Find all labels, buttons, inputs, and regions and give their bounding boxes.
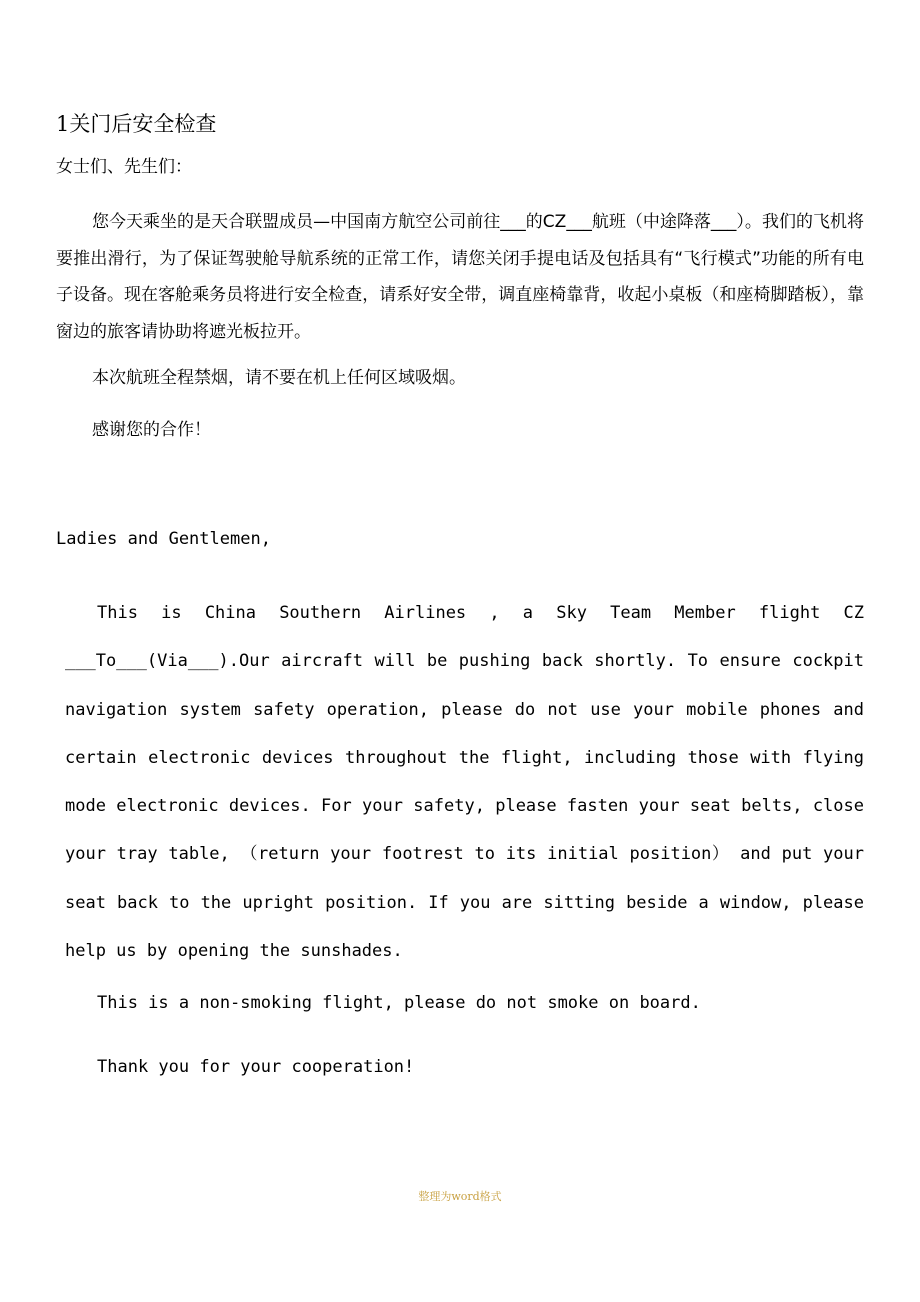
chinese-announcement-paragraph: 您今天乘坐的是天合联盟成员—中国南方航空公司前往___的CZ___航班（中途降落___）。我们的飞机将要推出滑行，为了保证驾驶舱导航系统的正常工作，请您关闭手提电话及包括具有“飞行模式”功能的所有电子设备。现在客舱乘务员将进行安全检查，请系好安全带，调直座椅靠背，收起小桌板（和座椅脚踏板），靠窗边的旅客请协助将遮光板拉开。: [56, 212, 864, 342]
chinese-greeting: 女士们、先生们：: [56, 157, 192, 177]
page-footer: 整理为word格式: [418, 1190, 502, 1203]
chinese-thanks: 感谢您的合作！: [92, 420, 211, 440]
chinese-no-smoking-notice: 本次航班全程禁烟，请不要在机上任何区域吸烟。: [92, 368, 466, 388]
english-greeting: Ladies and Gentlemen,: [56, 529, 271, 549]
english-no-smoking-notice: This is a non-smoking flight, please do not smoke on board.: [97, 993, 701, 1013]
english-announcement-paragraph: This is China Southern Airlines , a Sky Team Member flight CZ ___To___(Via___).Our aircraft will be pushing back shortly. To ensure cockpit navigation system safety operation, please do not use your mobile phones and certain electronic devices throughout the flight, including those with flying mode electronic devices. For your safety, please fasten your seat belts, close your tray table, （return your footrest to its initial position） and put your seat back to the upright position. If you are sitting beside a window, please help us by opening the sunshades.: [65, 603, 864, 962]
section-heading: 1关门后安全检查: [56, 112, 217, 136]
english-thanks: Thank you for your cooperation!: [97, 1057, 415, 1077]
